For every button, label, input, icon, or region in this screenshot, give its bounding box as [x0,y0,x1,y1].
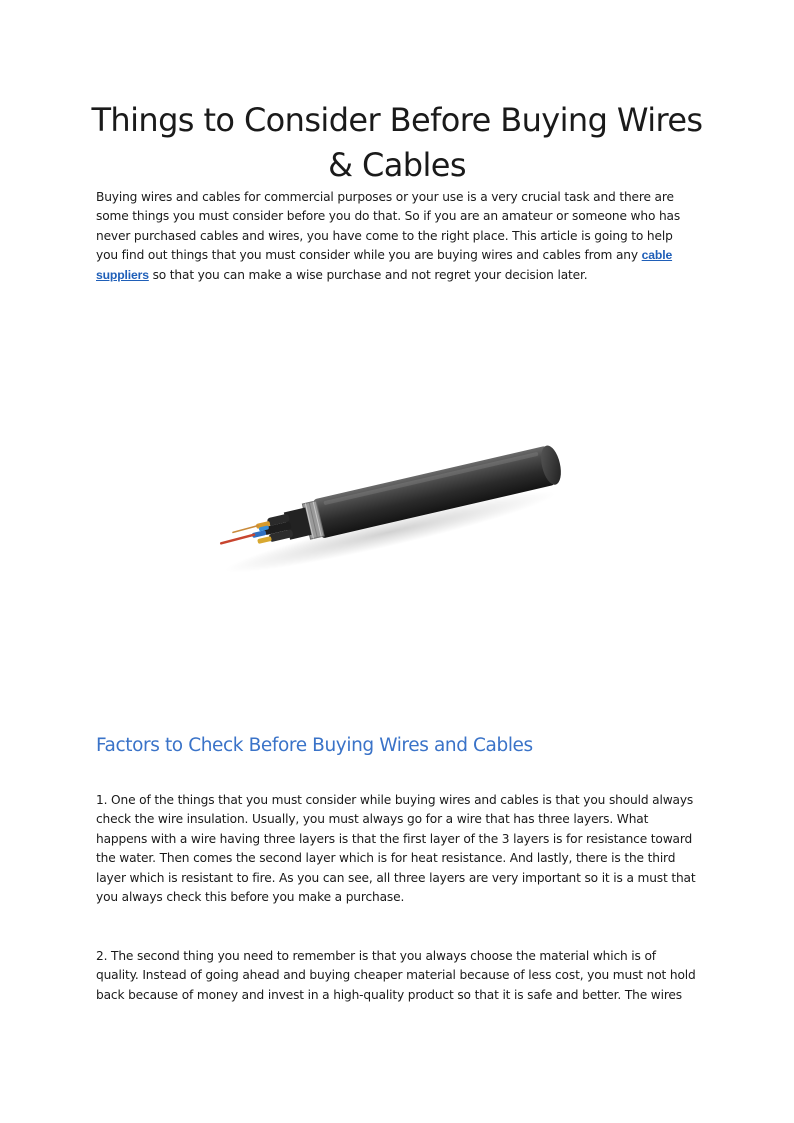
intro-text-before-link: Buying wires and cables for commercial purposes or your use is a very crucial task and there are some things you must consider before you do that. So if you are an amateur or someone who has never purchased cables and wires, you have come to the right place. This article is going to help you find out things that you must consider while you are buying wires and cables from any [96,190,681,263]
document-title: Things to Consider Before Buying Wires & Cables [91,101,703,184]
multi-core-cable-icon [200,420,580,580]
point-1-paragraph: 1. One of the things that you must consider while buying wires and cables is that you should always check the wire insulation. Usually, you must always go for a wire that has three layers. What happens with a wire having three layers is that the first layer of the 3 layers is for resistance toward the water. Then comes the second layer which is for heat resistance. And lastly, there is the third layer which is resistant to fire. As you can see, all three layers are very important so it is a must that you always check this before you make a purchase. [96,793,696,905]
intro-paragraph [96,188,698,285]
cable-suppliers-link[interactable]: cable suppliers [96,248,673,282]
point-2-paragraph: 2. The second thing you need to remember is that you always choose the material which is of quality. Instead of going ahead and buying cheaper material because of less cost, you must not hold back because of money and invest in a high-quality product so that it is safe and better. The wires [96,949,696,1002]
cable-image [200,420,580,580]
section-heading: Factors to Check Before Buying Wires and Cables [96,735,533,756]
intro-text-after-link: so that you can make a wise purchase and not regret your decision later. [148,267,588,282]
